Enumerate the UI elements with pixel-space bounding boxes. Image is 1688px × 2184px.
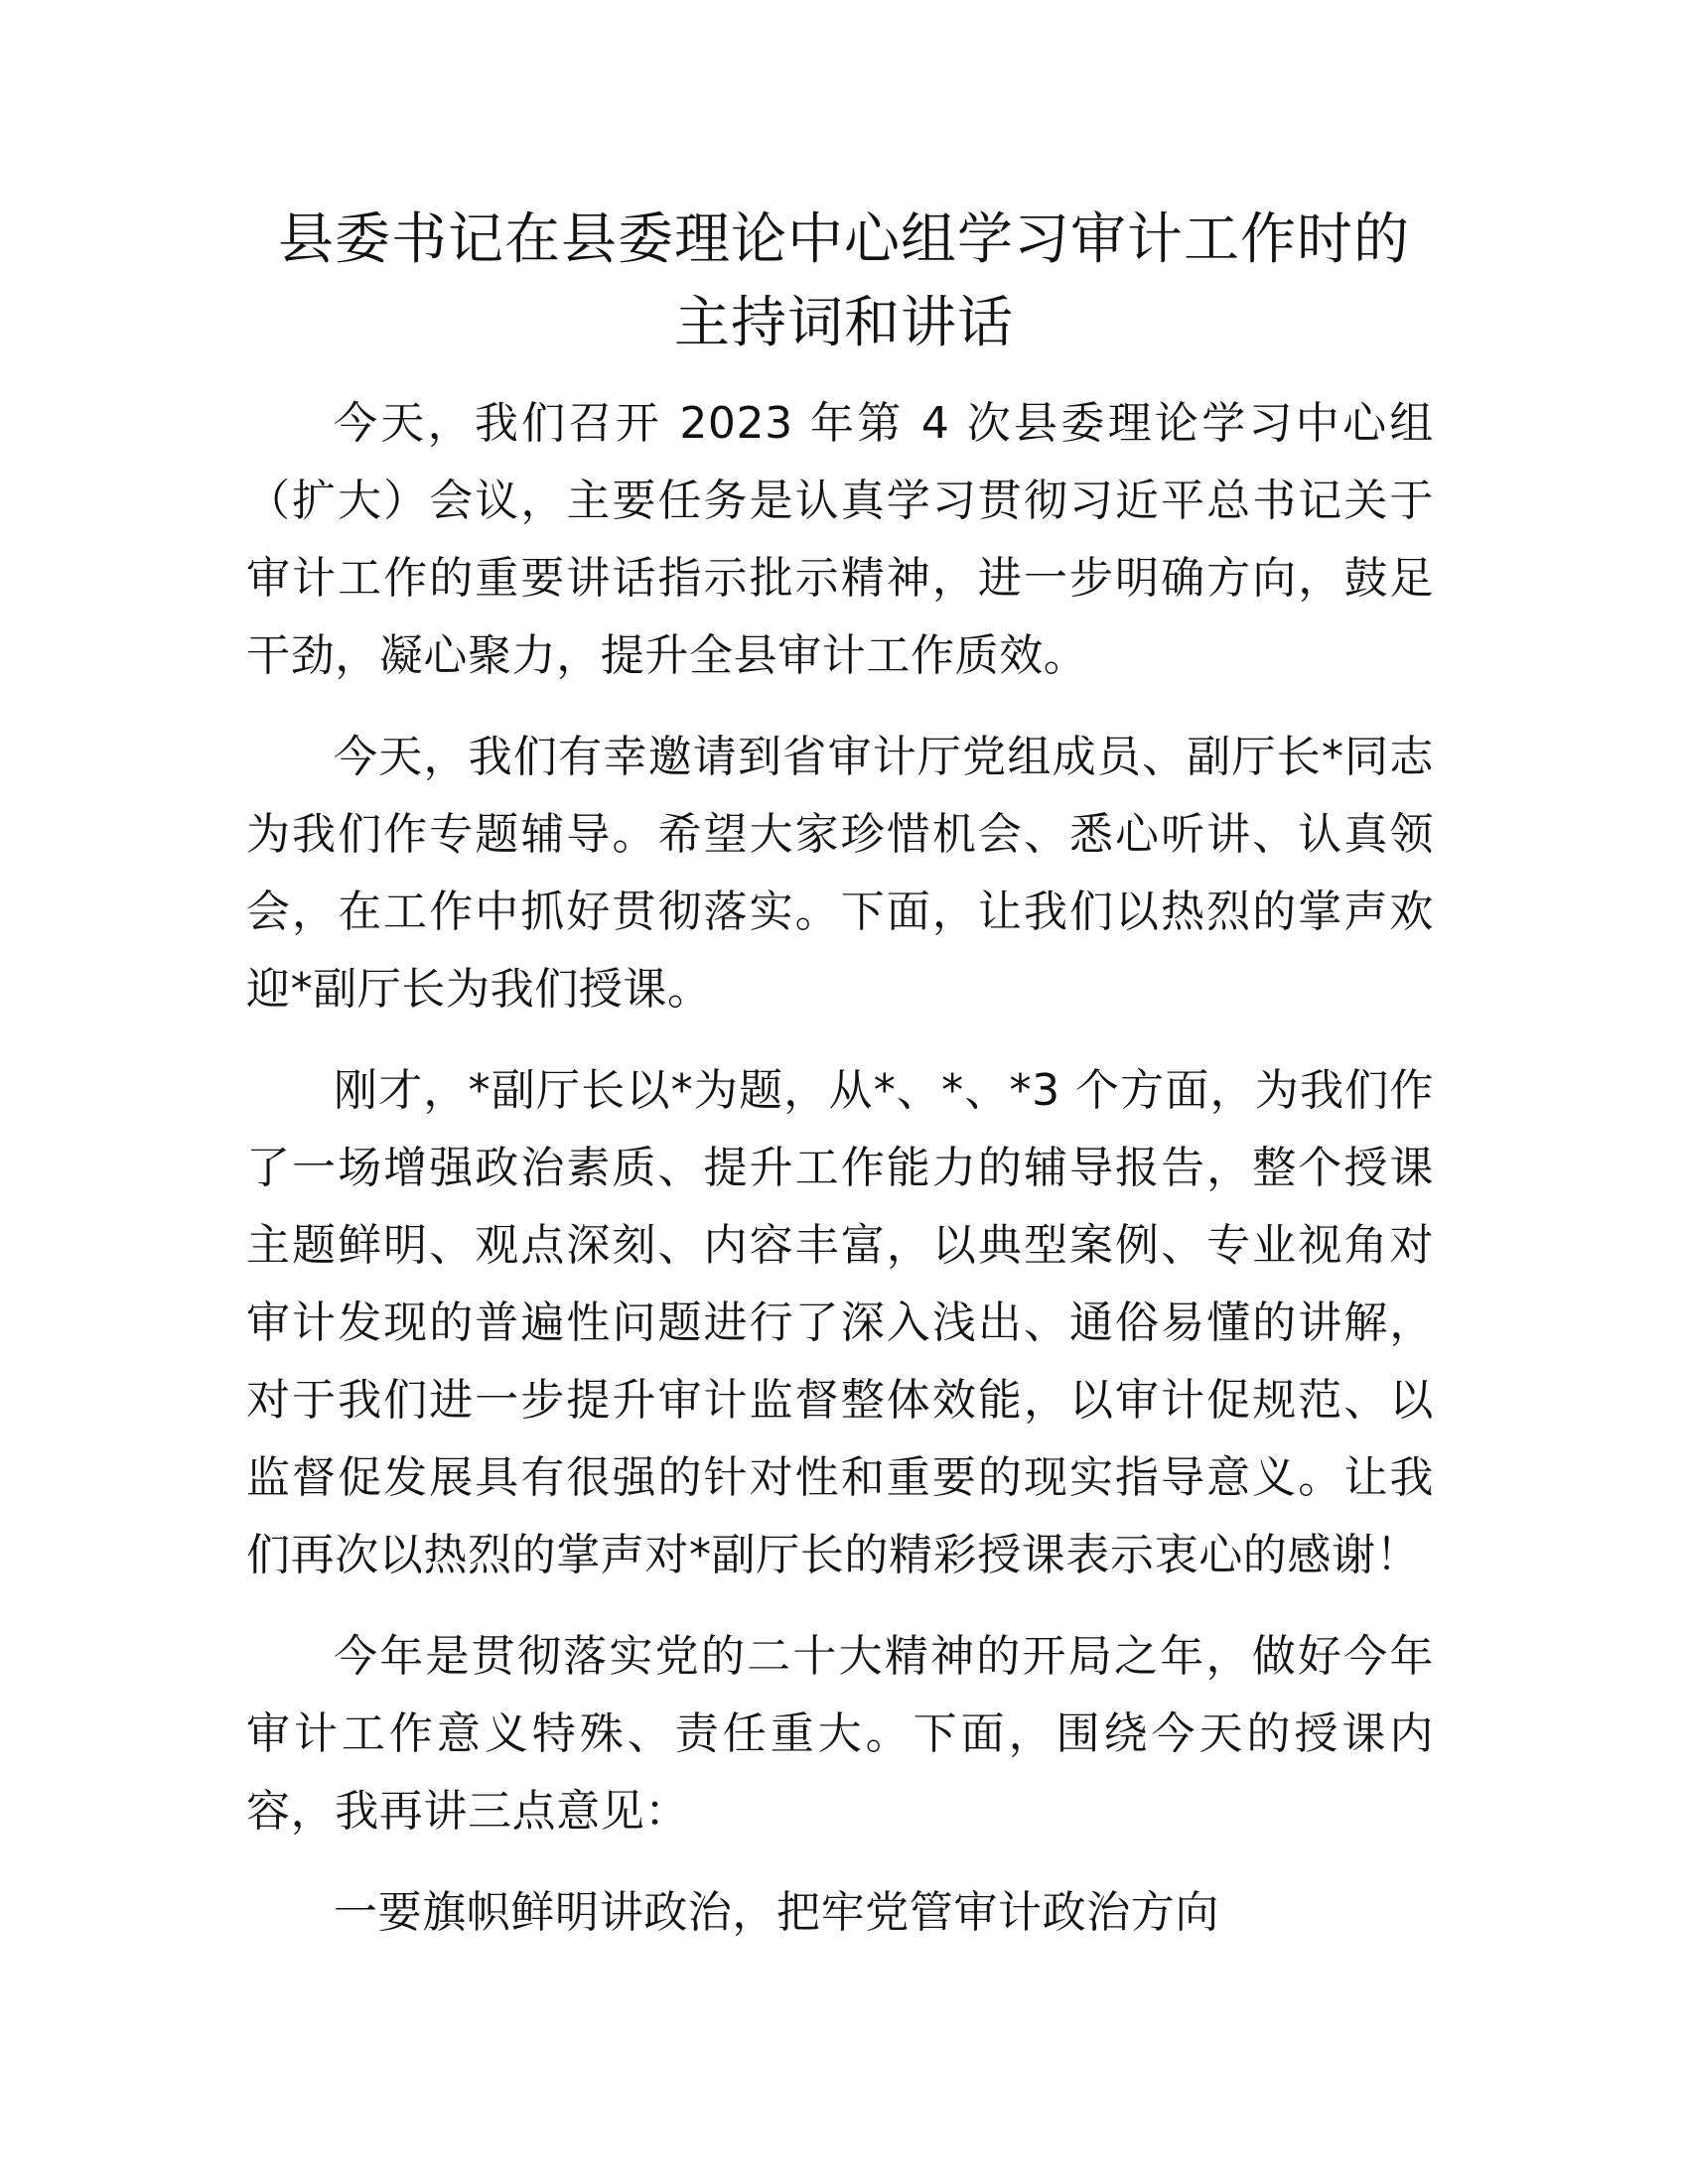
document-body bbox=[246, 385, 1434, 1976]
paragraph-summary: 刚才，*副厅长以*为题，从*、*、*3 个方面，为我们作了一场增强政治素质、提升工作能力的辅导报告，整个授课主题鲜明、观点深刻、内容丰富，以典型案例、专业视角对审计发现的普遍性问题进行了深入浅出、通俗易懂的讲解，对于我们进一步提升审计监督整体效能，以审计促规范、以监督促发展具有很强的针对性和重要的现实指导意义。让我们再次以热烈的掌声对*副厅长的精彩授课表示衷心的感谢！ bbox=[246, 1065, 1434, 1580]
paragraph-transition: 今年是贯彻落实党的二十大精神的开局之年，做好今年审计工作意义特殊、责任重大。下面，围绕今天的授课内容，我再讲三点意见： bbox=[246, 1631, 1434, 1837]
paragraph-introduction: 今天，我们有幸邀请到省审计厅党组成员、副厅长*同志为我们作专题辅导。希望大家珍惜机会、悉心听讲、认真领会，在工作中抓好贯彻落实。下面，让我们以热烈的掌声欢迎*副厅长为我们授课。 bbox=[246, 732, 1434, 1015]
title-line-2: 主持词和讲话 bbox=[674, 291, 1014, 355]
document-title bbox=[199, 199, 1489, 365]
title-line-1: 县委书记在县委理论中心组学习审计工作时的 bbox=[278, 207, 1410, 272]
paragraph-opening: 今天，我们召开 2023 年第 4 次县委理论学习中心组（扩大）会议，主要任务是认真学习贯彻习近平总书记关于审计工作的重要讲话指示批示精神，进一步明确方向，鼓足干劲，凝心聚力，提升全县审计工作质效。 bbox=[246, 398, 1434, 681]
section-heading-1: 一要旗帜鲜明讲政治，把牢党管审计政治方向 bbox=[334, 1887, 1219, 1938]
